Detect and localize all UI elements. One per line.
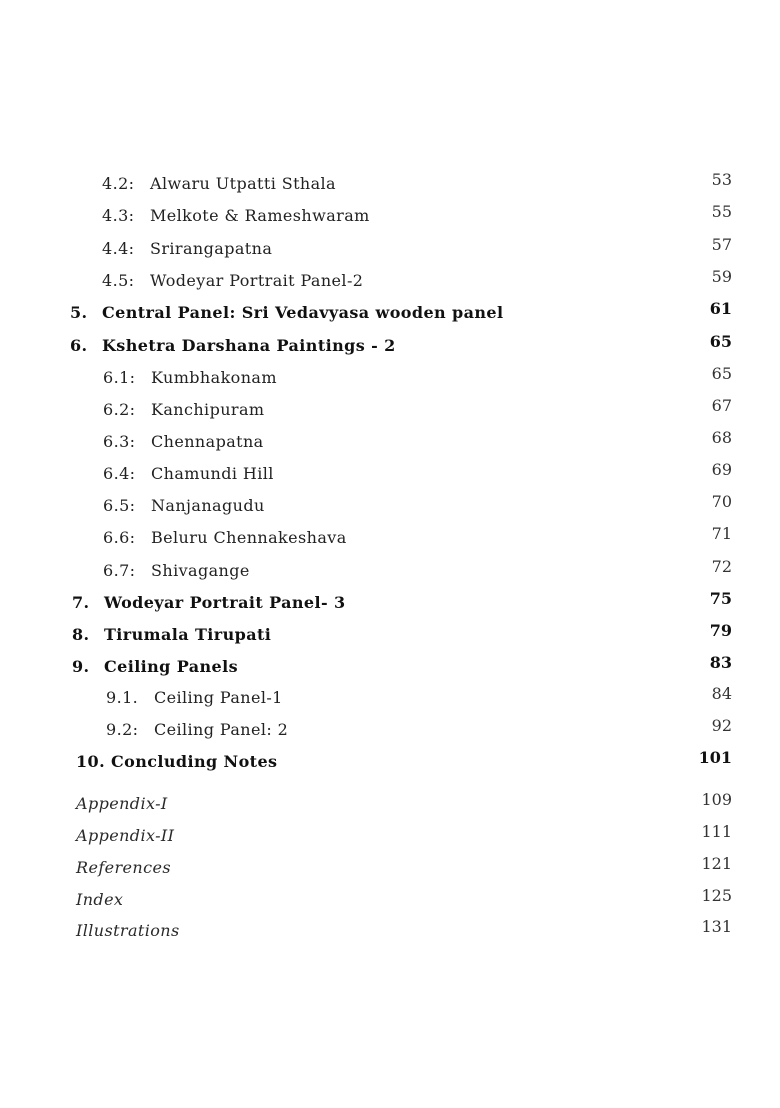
toc-entry-page: 71 bbox=[711, 524, 732, 543]
toc-entry-page: 75 bbox=[709, 589, 732, 608]
toc-entry-label bbox=[76, 826, 174, 845]
toc-entry-title: Index bbox=[76, 890, 124, 909]
toc-entry-title: Tirumala Tirupati bbox=[104, 625, 272, 644]
toc-entry-page: 61 bbox=[709, 299, 732, 318]
toc-entry-page: 59 bbox=[711, 267, 732, 286]
toc-entry-9-2[interactable] bbox=[0, 716, 780, 750]
toc-entry-page: 92 bbox=[711, 716, 732, 735]
toc-entry-7[interactable] bbox=[0, 589, 780, 623]
toc-entry-label bbox=[72, 657, 238, 676]
toc-entry-number: 9. bbox=[72, 657, 90, 676]
toc-entry-label bbox=[103, 368, 277, 387]
toc-entry-title: Chennapatna bbox=[151, 432, 264, 451]
toc-entry-appendix-2[interactable] bbox=[0, 822, 780, 856]
toc-entry-title: Central Panel: Sri Vedavyasa wooden panel bbox=[102, 303, 504, 322]
toc-entry-title: Alwaru Utpatti Sthala bbox=[150, 174, 336, 193]
toc-entry-page: 69 bbox=[711, 460, 732, 479]
toc-entry-title: Kanchipuram bbox=[151, 400, 265, 419]
toc-entry-page: 65 bbox=[711, 364, 732, 383]
toc-entry-number: 4.5: bbox=[102, 271, 135, 290]
toc-entry-6-4[interactable] bbox=[0, 460, 780, 494]
toc-entry-label bbox=[76, 921, 180, 940]
toc-entry-number: 6.2: bbox=[103, 400, 136, 419]
toc-entry-number: 6.1: bbox=[103, 368, 136, 387]
toc-entry-4-2[interactable] bbox=[0, 170, 780, 204]
toc-entry-page: 72 bbox=[711, 557, 732, 576]
toc-entry-6-3[interactable] bbox=[0, 428, 780, 462]
toc-entry-label bbox=[72, 593, 346, 612]
toc-entry-4-3[interactable] bbox=[0, 202, 780, 236]
toc-entry-label bbox=[106, 688, 283, 707]
toc-entry-title: Appendix-II bbox=[76, 826, 175, 845]
toc-entry-6-6[interactable] bbox=[0, 524, 780, 558]
toc-entry-number: 6. bbox=[70, 336, 88, 355]
toc-entry-label bbox=[103, 496, 265, 515]
toc-entry-label bbox=[76, 752, 277, 771]
toc-entry-label bbox=[103, 528, 347, 547]
toc-entry-label bbox=[70, 303, 503, 322]
toc-entry-label bbox=[102, 239, 272, 258]
toc-entry-title: Beluru Chennakeshava bbox=[151, 528, 347, 547]
toc-entry-4-5[interactable] bbox=[0, 267, 780, 301]
toc-entry-title: Srirangapatna bbox=[150, 239, 273, 258]
toc-entry-6-1[interactable] bbox=[0, 364, 780, 398]
toc-entry-10[interactable] bbox=[0, 748, 780, 782]
toc-entry-title: Ceiling Panel: 2 bbox=[154, 720, 289, 739]
toc-entry-label bbox=[103, 432, 264, 451]
toc-entry-label bbox=[76, 858, 171, 877]
toc-entry-title: Wodeyar Portrait Panel- 3 bbox=[104, 593, 346, 612]
toc-entry-title: Shivagange bbox=[151, 561, 250, 580]
toc-entry-label bbox=[102, 174, 336, 193]
toc-entry-page: 57 bbox=[711, 235, 732, 254]
toc-entry-6-2[interactable] bbox=[0, 396, 780, 430]
toc-entry-6[interactable] bbox=[0, 332, 780, 366]
toc-entry-page: 67 bbox=[711, 396, 732, 415]
toc-entry-page: 53 bbox=[711, 170, 732, 189]
toc-entry-page: 79 bbox=[709, 621, 732, 640]
toc-entry-title: Melkote & Rameshwaram bbox=[150, 206, 370, 225]
toc-entry-number: 4.4: bbox=[102, 239, 135, 258]
toc-entry-9-1[interactable] bbox=[0, 684, 780, 718]
toc-entry-4-4[interactable] bbox=[0, 235, 780, 269]
toc-entry-label bbox=[76, 890, 123, 909]
toc-entry-number: 9.2: bbox=[106, 720, 139, 739]
toc-entry-title: Wodeyar Portrait Panel-2 bbox=[150, 271, 364, 290]
toc-entry-index[interactable] bbox=[0, 886, 780, 920]
toc-entry-title: References bbox=[76, 858, 171, 877]
toc-entry-label bbox=[103, 464, 274, 483]
toc-entry-title: Kshetra Darshana Paintings - 2 bbox=[102, 336, 396, 355]
toc-entry-page: 125 bbox=[701, 886, 732, 905]
toc-entry-number: 4.3: bbox=[102, 206, 135, 225]
toc-entry-page: 121 bbox=[701, 854, 732, 873]
toc-entry-page: 83 bbox=[709, 653, 732, 672]
toc-entry-6-5[interactable] bbox=[0, 492, 780, 526]
toc-entry-title: Ceiling Panels bbox=[104, 657, 239, 676]
toc-entry-number: 6.3: bbox=[103, 432, 136, 451]
toc-entry-title: 10. Concluding Notes bbox=[76, 752, 278, 771]
toc-entry-5[interactable] bbox=[0, 299, 780, 333]
toc-entry-label bbox=[103, 400, 265, 419]
toc-entry-number: 5. bbox=[70, 303, 88, 322]
toc-entry-label bbox=[106, 720, 288, 739]
toc-entry-page: 111 bbox=[701, 822, 732, 841]
toc-entry-page: 55 bbox=[711, 202, 732, 221]
toc-entry-page: 109 bbox=[701, 790, 732, 809]
toc-entry-number: 6.5: bbox=[103, 496, 136, 515]
toc-entry-label bbox=[72, 625, 271, 644]
toc-entry-title: Appendix-I bbox=[76, 794, 168, 813]
toc-entry-label bbox=[76, 794, 168, 813]
toc-entry-page: 68 bbox=[711, 428, 732, 447]
toc-entry-number: 4.2: bbox=[102, 174, 135, 193]
toc-entry-number: 6.4: bbox=[103, 464, 136, 483]
toc-entry-number: 6.7: bbox=[103, 561, 136, 580]
toc-entry-title: Kumbhakonam bbox=[151, 368, 277, 387]
toc-entry-6-7[interactable] bbox=[0, 557, 780, 591]
toc-entry-page: 131 bbox=[701, 917, 732, 936]
toc-entry-9[interactable] bbox=[0, 653, 780, 687]
toc-entry-page: 101 bbox=[698, 748, 732, 767]
toc-entry-label bbox=[103, 561, 250, 580]
toc-entry-illustrations[interactable] bbox=[0, 917, 780, 951]
toc-entry-number: 6.6: bbox=[103, 528, 136, 547]
toc-entry-title: Ceiling Panel-1 bbox=[154, 688, 283, 707]
toc-entry-title: Chamundi Hill bbox=[151, 464, 274, 483]
toc-entry-page: 84 bbox=[711, 684, 732, 703]
toc-entry-references[interactable] bbox=[0, 854, 780, 888]
toc-entry-number: 9.1. bbox=[106, 688, 139, 707]
toc-entry-title: Nanjanagudu bbox=[151, 496, 265, 515]
toc-entry-number: 8. bbox=[72, 625, 90, 644]
toc-entry-page: 65 bbox=[709, 332, 732, 351]
toc-entry-appendix-1[interactable] bbox=[0, 790, 780, 824]
toc-entry-8[interactable] bbox=[0, 621, 780, 655]
toc-entry-label bbox=[102, 271, 363, 290]
toc-entry-number: 7. bbox=[72, 593, 90, 612]
toc-entry-label bbox=[102, 206, 370, 225]
toc-entry-page: 70 bbox=[711, 492, 732, 511]
toc-entry-label bbox=[70, 336, 396, 355]
toc-entry-title: Illustrations bbox=[76, 921, 180, 940]
